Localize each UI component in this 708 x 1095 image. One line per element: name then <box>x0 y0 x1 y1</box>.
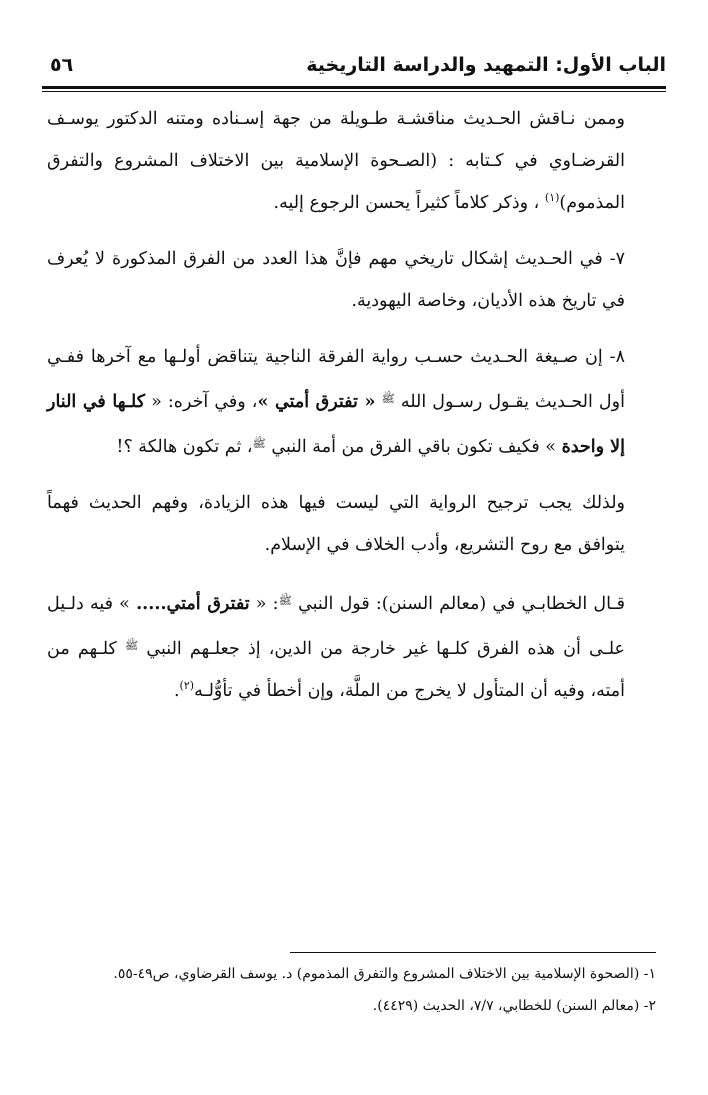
header-rule-thin <box>42 91 666 92</box>
paragraph-3-text-c: ، وفي آخره: « <box>151 392 258 412</box>
paragraph-2-text: ٧- في الحـديث إشكال تاريخي مهم فإنَّ هذا العدد من الفرق المذكورة لا يُعرف في تاريخ هذه الأديان، وخاصة اليهودية. <box>47 249 625 311</box>
paragraph-5-text-f: . <box>173 681 180 701</box>
header-rule-thick <box>42 86 666 89</box>
footnote-1: ١- (الصحوة الإسلامية بين الاختلاف المشروع والتفرق المذموم) د. يوسف القرضاوي، ص٤٩-٥٥. <box>113 966 656 982</box>
honorific-2: ﷺ <box>252 437 266 450</box>
paragraph-3-text-a: ٨- إن صـيغة الحـديث حسـب رواية الفرقة الناجية يتناقض أولـها مع آخرها ففـي أول الحـديث يقـول رسـول الله <box>47 347 625 412</box>
footnotes <box>47 958 656 1022</box>
quote-tafatraq-2: تفترق أمتي..... <box>136 594 250 614</box>
paragraph-5-text-b: : « <box>255 594 279 614</box>
footnote-separator <box>290 952 656 953</box>
footnote-2: ٢- (معالم السنن) للخطابي، ٧/٧، الحديث (٤٤٢٩). <box>372 998 656 1014</box>
quote-tafatraq-1: « تفترق أمتي » <box>257 392 376 412</box>
paragraph-1-text-b: ، وذكر كلاماً كثيراً يحسن الرجوع إليه. <box>273 193 540 213</box>
paragraph-1 <box>47 98 661 224</box>
page-header <box>50 50 666 86</box>
honorific-1: ﷺ <box>381 392 395 405</box>
paragraph-5-text-e: كلـهم من أمته، وفيه أن المتأول لا يخرج من الملَّة، وإن أخطأ في تأوُّلـه <box>47 639 625 701</box>
paragraph-3-text-f: ، ثم تكون هالكة ؟! <box>116 437 253 457</box>
footnote-ref-2[interactable]: (٢) <box>179 679 195 693</box>
paragraph-1-text-a: وممن نـاقش الحـديث مناقشـة طـويلة من جهة إسـناده ومتنه الدكتور يوسـف القرضـاوي في كـتابه : (الصـحوة الإسلامية بين الاختلاف المشروع والتفرق المذموم) <box>47 109 625 213</box>
honorific-4: ﷺ <box>124 639 139 652</box>
paragraph-2 <box>47 238 661 322</box>
honorific-3: ﷺ <box>278 594 292 607</box>
main-text <box>47 98 661 712</box>
paragraph-5 <box>47 580 661 712</box>
chapter-title: الباب الأول: التمهيد والدراسة التاريخية <box>306 54 666 76</box>
paragraph-4-text: ولذلك يجب ترجيح الرواية التي ليست فيها هذه الزيادة، وفهم الحديث فهماً يتوافق مع روح التشريع، وأدب الخلاف في الإسلام. <box>47 493 625 555</box>
paragraph-3-text-e: » فكيف تكون باقي الفرق من أمة النبي <box>271 437 556 457</box>
paragraph-5-text-a: قـال الخطابـي في (معالم السنن): قول النبي <box>298 594 625 614</box>
paragraph-4 <box>47 482 661 566</box>
page-number: ٥٦ <box>50 54 74 76</box>
paragraph-3 <box>47 336 661 468</box>
footnote-ref-1[interactable]: (١) <box>544 191 560 205</box>
paragraph-5-text-d: » فيه دلـيل علـى أن هذه الفرق كلـها غير خارجة من الدين، إذ جعلـهم النبي <box>47 594 625 659</box>
quote-kulluha: كلـها في النار إلا واحدة <box>47 392 625 457</box>
